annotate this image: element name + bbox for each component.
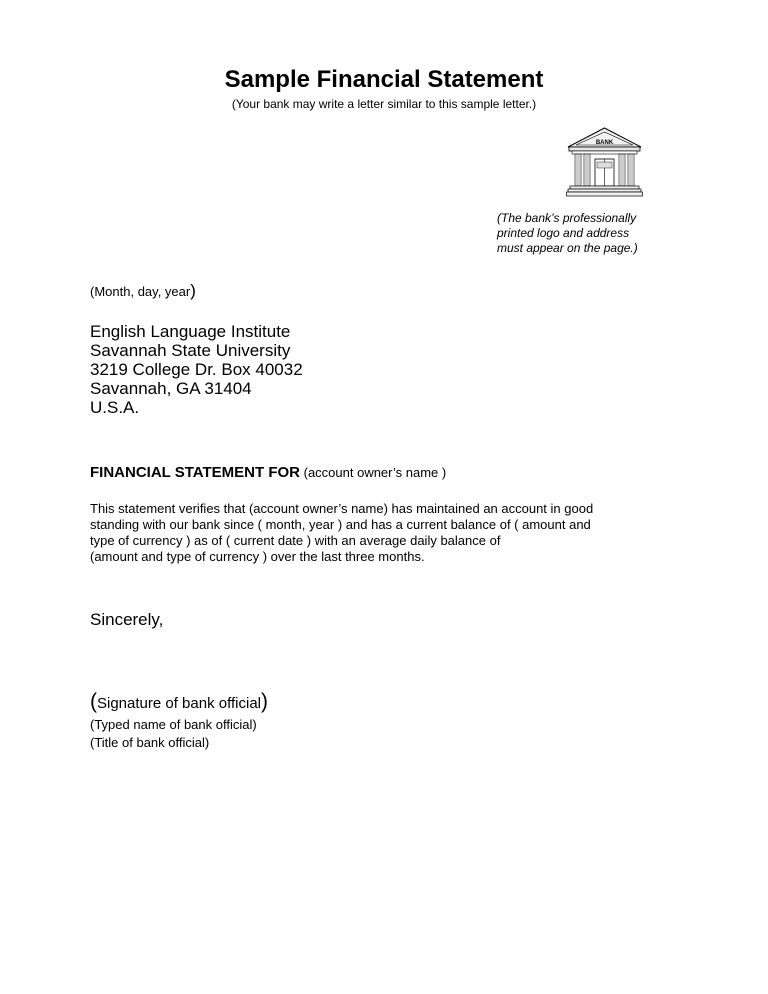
body-line: type of currency ) as of ( current date ) with an average daily balance of: [90, 533, 501, 548]
subject-placeholder: (account owner’s name ): [300, 465, 447, 480]
address-line: U.S.A.: [90, 398, 140, 417]
signature-open-paren: (: [90, 690, 97, 713]
recipient-address: [90, 322, 303, 417]
logo-note-line: printed logo and address: [497, 226, 630, 240]
subject-line: [90, 464, 446, 482]
bank-logo-text: BANK: [595, 140, 614, 146]
date-close-paren: ): [190, 281, 196, 300]
date-placeholder: Month, day, year: [94, 284, 191, 299]
logo-note: [497, 211, 697, 256]
page-subtitle: (Your bank may write a letter similar to this sample letter.): [231, 97, 537, 111]
signature-placeholder: Signature of bank official: [97, 695, 261, 712]
bank-building-icon: [566, 127, 643, 197]
address-line: Savannah State University: [90, 341, 291, 360]
official-title: (Title of bank official): [90, 735, 210, 750]
address-line: English Language Institute: [90, 322, 291, 341]
typed-name: (Typed name of bank official): [90, 717, 257, 732]
logo-note-line: must appear on the page.): [497, 241, 638, 255]
signature-line: [90, 690, 268, 716]
body-paragraph: [90, 501, 690, 565]
logo-note-line: (The bank’s professionally: [497, 211, 637, 225]
body-line: This statement verifies that (account owner’s name) has maintained an account in good: [90, 501, 594, 516]
address-line: 3219 College Dr. Box 40032: [90, 360, 303, 379]
address-line: Savannah, GA 31404: [90, 379, 252, 398]
body-line: (amount and type of currency ) over the last three months.: [90, 549, 425, 564]
signature-close-paren: ): [261, 690, 268, 713]
date-line: [90, 281, 196, 302]
closing: Sincerely,: [90, 610, 164, 629]
body-line: standing with our bank since ( month, year ) and has a current balance of ( amount and: [90, 517, 591, 532]
page-title: Sample Financial Statement: [224, 66, 544, 93]
date-open-paren: (: [90, 284, 95, 299]
subject-heading: FINANCIAL STATEMENT FOR: [90, 464, 300, 481]
